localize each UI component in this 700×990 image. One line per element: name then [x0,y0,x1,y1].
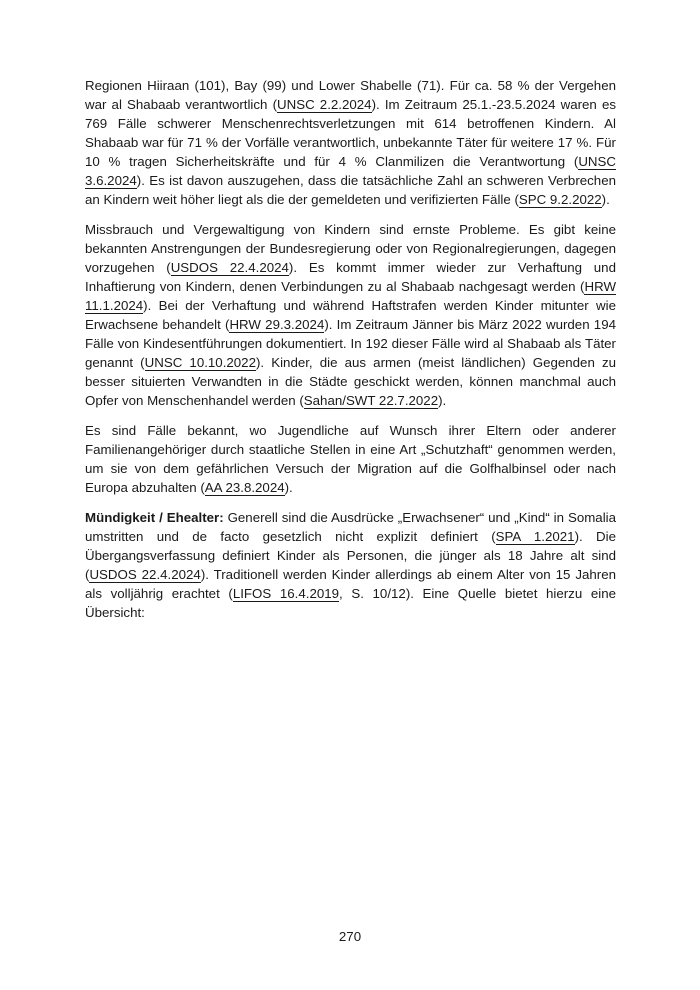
citation-link[interactable]: UNSC 2.2.2024 [277,97,372,112]
citation-link[interactable]: Sahan/SWT 22.7.2022 [303,393,439,408]
citation-link[interactable]: LIFOS 16.4.2019 [232,586,340,601]
document-body [85,76,616,633]
citation-link[interactable]: HRW 11.1.2024 [85,279,616,313]
text-span: ). Im Zeitraum Jänner bis März 2022 wurden 194 Fälle von Kindesentführungen dokumentiert. In 192 dieser Fälle wird al Shabaab als Täter genannt ( [85,317,616,370]
text-span: ). [438,393,447,408]
citation-link[interactable]: AA 23.8.2024 [204,480,285,495]
citation-link[interactable]: UNSC 3.6.2024 [85,154,616,188]
paragraph-child-abuse [85,220,616,410]
text-span: Es sind Fälle bekannt, wo Jugendliche auf Wunsch ihrer Eltern oder anderer Familienangehöriger durch staatliche Stellen in eine Art „Schutzhaft“ genommen werden, um sie von dem gefährlichen Versuch der Migration auf die Golfhalbinsel oder nach Europa abzuhalten ( [85,423,616,495]
text-span: ). Bei der Verhaftung und während Haftstrafen werden Kinder mitunter wie Erwachsene behandelt ( [85,298,616,332]
citation-link[interactable]: SPA 1.2021 [495,529,575,544]
text-span: Missbrauch und Vergewaltigung von Kindern sind ernste Probleme. Es gibt keine bekannten Anstrengungen der Bundesregierung oder von Regionalregierungen, dagegen vorzugehen ( [85,222,616,275]
text-span: , S. 10/12). Eine Quelle bietet hierzu eine Übersicht: [85,586,616,620]
text-span: ). Es ist davon auszugehen, dass die tatsächliche Zahl an schweren Verbrechen an Kindern weit höher liegt als die der gemeldeten und verifizierten Fälle ( [85,173,616,207]
citation-link[interactable]: HRW 29.3.2024 [229,317,325,332]
text-span: ). Traditionell werden Kinder allerdings ab einem Alter von 15 Jahren als volljährig erachtet ( [85,567,616,601]
text-span: ). Die Übergangsverfassung definiert Kinder als Personen, die jünger als 18 Jahre alt sind ( [85,529,616,582]
section-heading: Mündigkeit / Ehealter: [85,510,224,525]
citation-link[interactable]: SPC 9.2.2022 [518,192,602,207]
text-span: ). Im Zeitraum 25.1.-23.5.2024 waren es 769 Fälle schwerer Menschenrechtsverletzungen mit 614 betroffenen Kindern. Al Shabaab war für 71 % der Vorfälle verantwortlich, unbekannte Täter für weitere 17 %. Für 10 % tragen Sicherheitskräfte und für 4 % Clanmilizen die Verantwortung ( [85,97,616,169]
paragraph-child-violations-stats [85,76,616,209]
text-span: ). Es kommt immer wieder zur Verhaftung und Inhaftierung von Kindern, denen Verbindungen zu al Shabaab nachgesagt werden ( [85,260,616,294]
page-number: 270 [338,929,362,944]
paragraph-age-of-majority [85,508,616,622]
citation-link[interactable]: USDOS 22.4.2024 [89,567,201,582]
citation-link[interactable]: USDOS 22.4.2024 [170,260,289,275]
citation-link[interactable]: UNSC 10.10.2022 [144,355,256,370]
text-span: ). [284,480,293,495]
text-span: ). [601,192,610,207]
text-span: Generell sind die Ausdrücke „Erwachsener“ und „Kind“ in Somalia umstritten und de facto gesetzlich nicht explizit definiert ( [85,510,616,544]
text-span: Regionen Hiiraan (101), Bay (99) und Lower Shabelle (71). Für ca. 58 % der Vergehen war al Shabaab verantwortlich ( [85,78,616,112]
text-span: ). Kinder, die aus armen (meist ländlichen) Gegenden zu besser situierten Verwandten in die Städte geschickt werden, können manchmal auch Opfer von Menschenhandel werden ( [85,355,617,408]
paragraph-protective-custody [85,421,616,497]
